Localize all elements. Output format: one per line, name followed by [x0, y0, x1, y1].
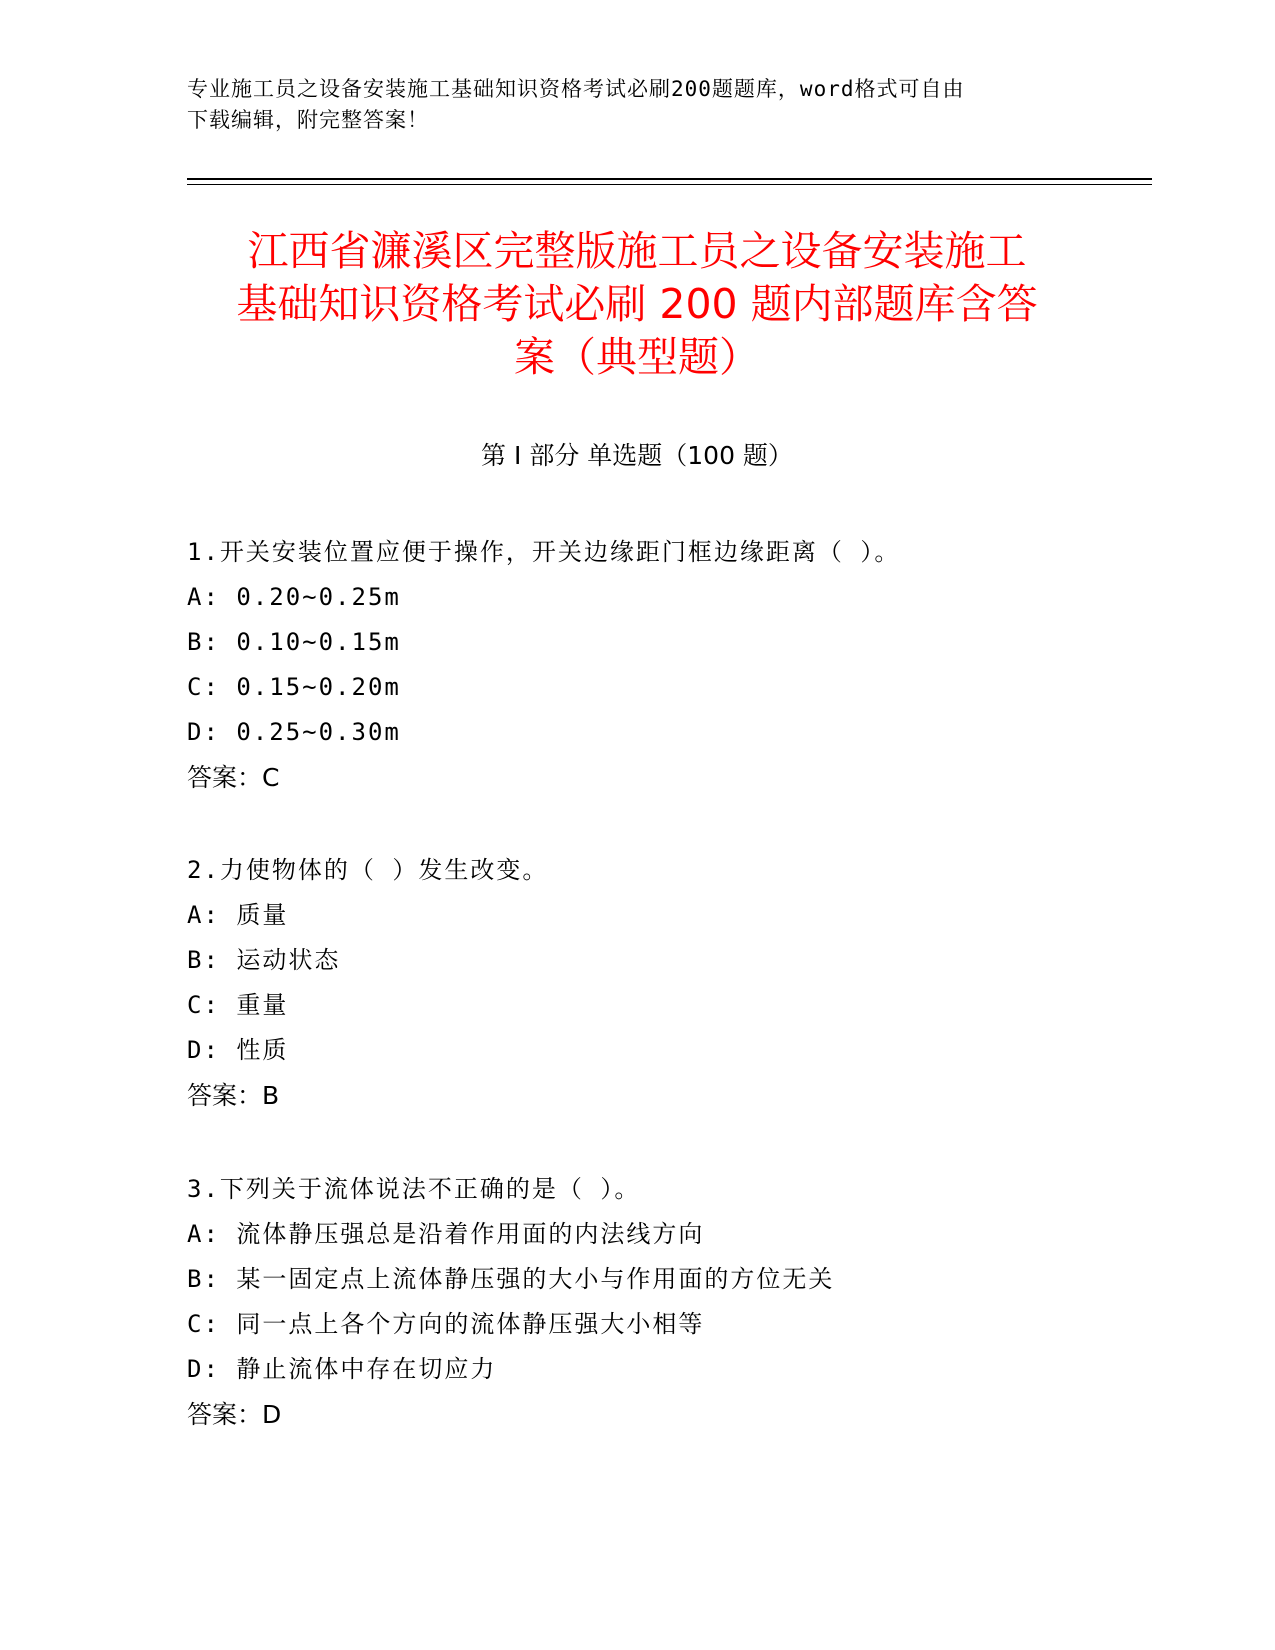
question-stem: 2.力使物体的（ ）发生改变。 [187, 856, 549, 884]
question-1 [187, 530, 1147, 800]
option-a: A: 流体静压强总是沿着作用面的内法线方向 [187, 1220, 705, 1248]
option-a: A: 0.20~0.25m [187, 583, 401, 611]
question-3 [187, 1167, 1147, 1437]
question-stem: 3.下列关于流体说法不正确的是（ ）。 [187, 1175, 641, 1203]
answer: 答案：C [187, 763, 280, 792]
header-note-line-1: 专业施工员之设备安装施工基础知识资格考试必刷200题题库，word格式可自由 [187, 77, 965, 101]
header-note-line-2: 下载编辑，附完整答案！ [187, 108, 429, 132]
option-c: C: 0.15~0.20m [187, 673, 401, 701]
option-b: B: 0.10~0.15m [187, 628, 401, 656]
option-c: C: 重量 [187, 991, 289, 1019]
question-2 [187, 848, 1147, 1118]
option-c: C: 同一点上各个方向的流体静压强大小相等 [187, 1310, 705, 1338]
option-b: B: 某一固定点上流体静压强的大小与作用面的方位无关 [187, 1265, 835, 1293]
section-heading: 第 I 部分 单选题（100 题） [481, 441, 793, 470]
option-d: D: 0.25~0.30m [187, 718, 401, 746]
question-stem: 1.开关安装位置应便于操作，开关边缘距门框边缘距离（ ）。 [187, 538, 901, 566]
header-note [187, 74, 1087, 136]
header-divider-thick [187, 178, 1152, 180]
document-title-line-1: 江西省濂溪区完整版施工员之设备安装施工 [247, 227, 1027, 275]
option-d: D: 性质 [187, 1036, 289, 1064]
document-title-line-3: 案（典型题） [514, 333, 760, 381]
header-divider-thin [187, 184, 1152, 185]
document-title-line-2: 基础知识资格考试必刷 200 题内部题库含答 [236, 280, 1038, 328]
answer: 答案：B [187, 1081, 280, 1110]
answer: 答案：D [187, 1400, 282, 1429]
document-title [187, 225, 1087, 384]
option-d: D: 静止流体中存在切应力 [187, 1355, 497, 1383]
option-a: A: 质量 [187, 901, 289, 929]
option-b: B: 运动状态 [187, 946, 341, 974]
